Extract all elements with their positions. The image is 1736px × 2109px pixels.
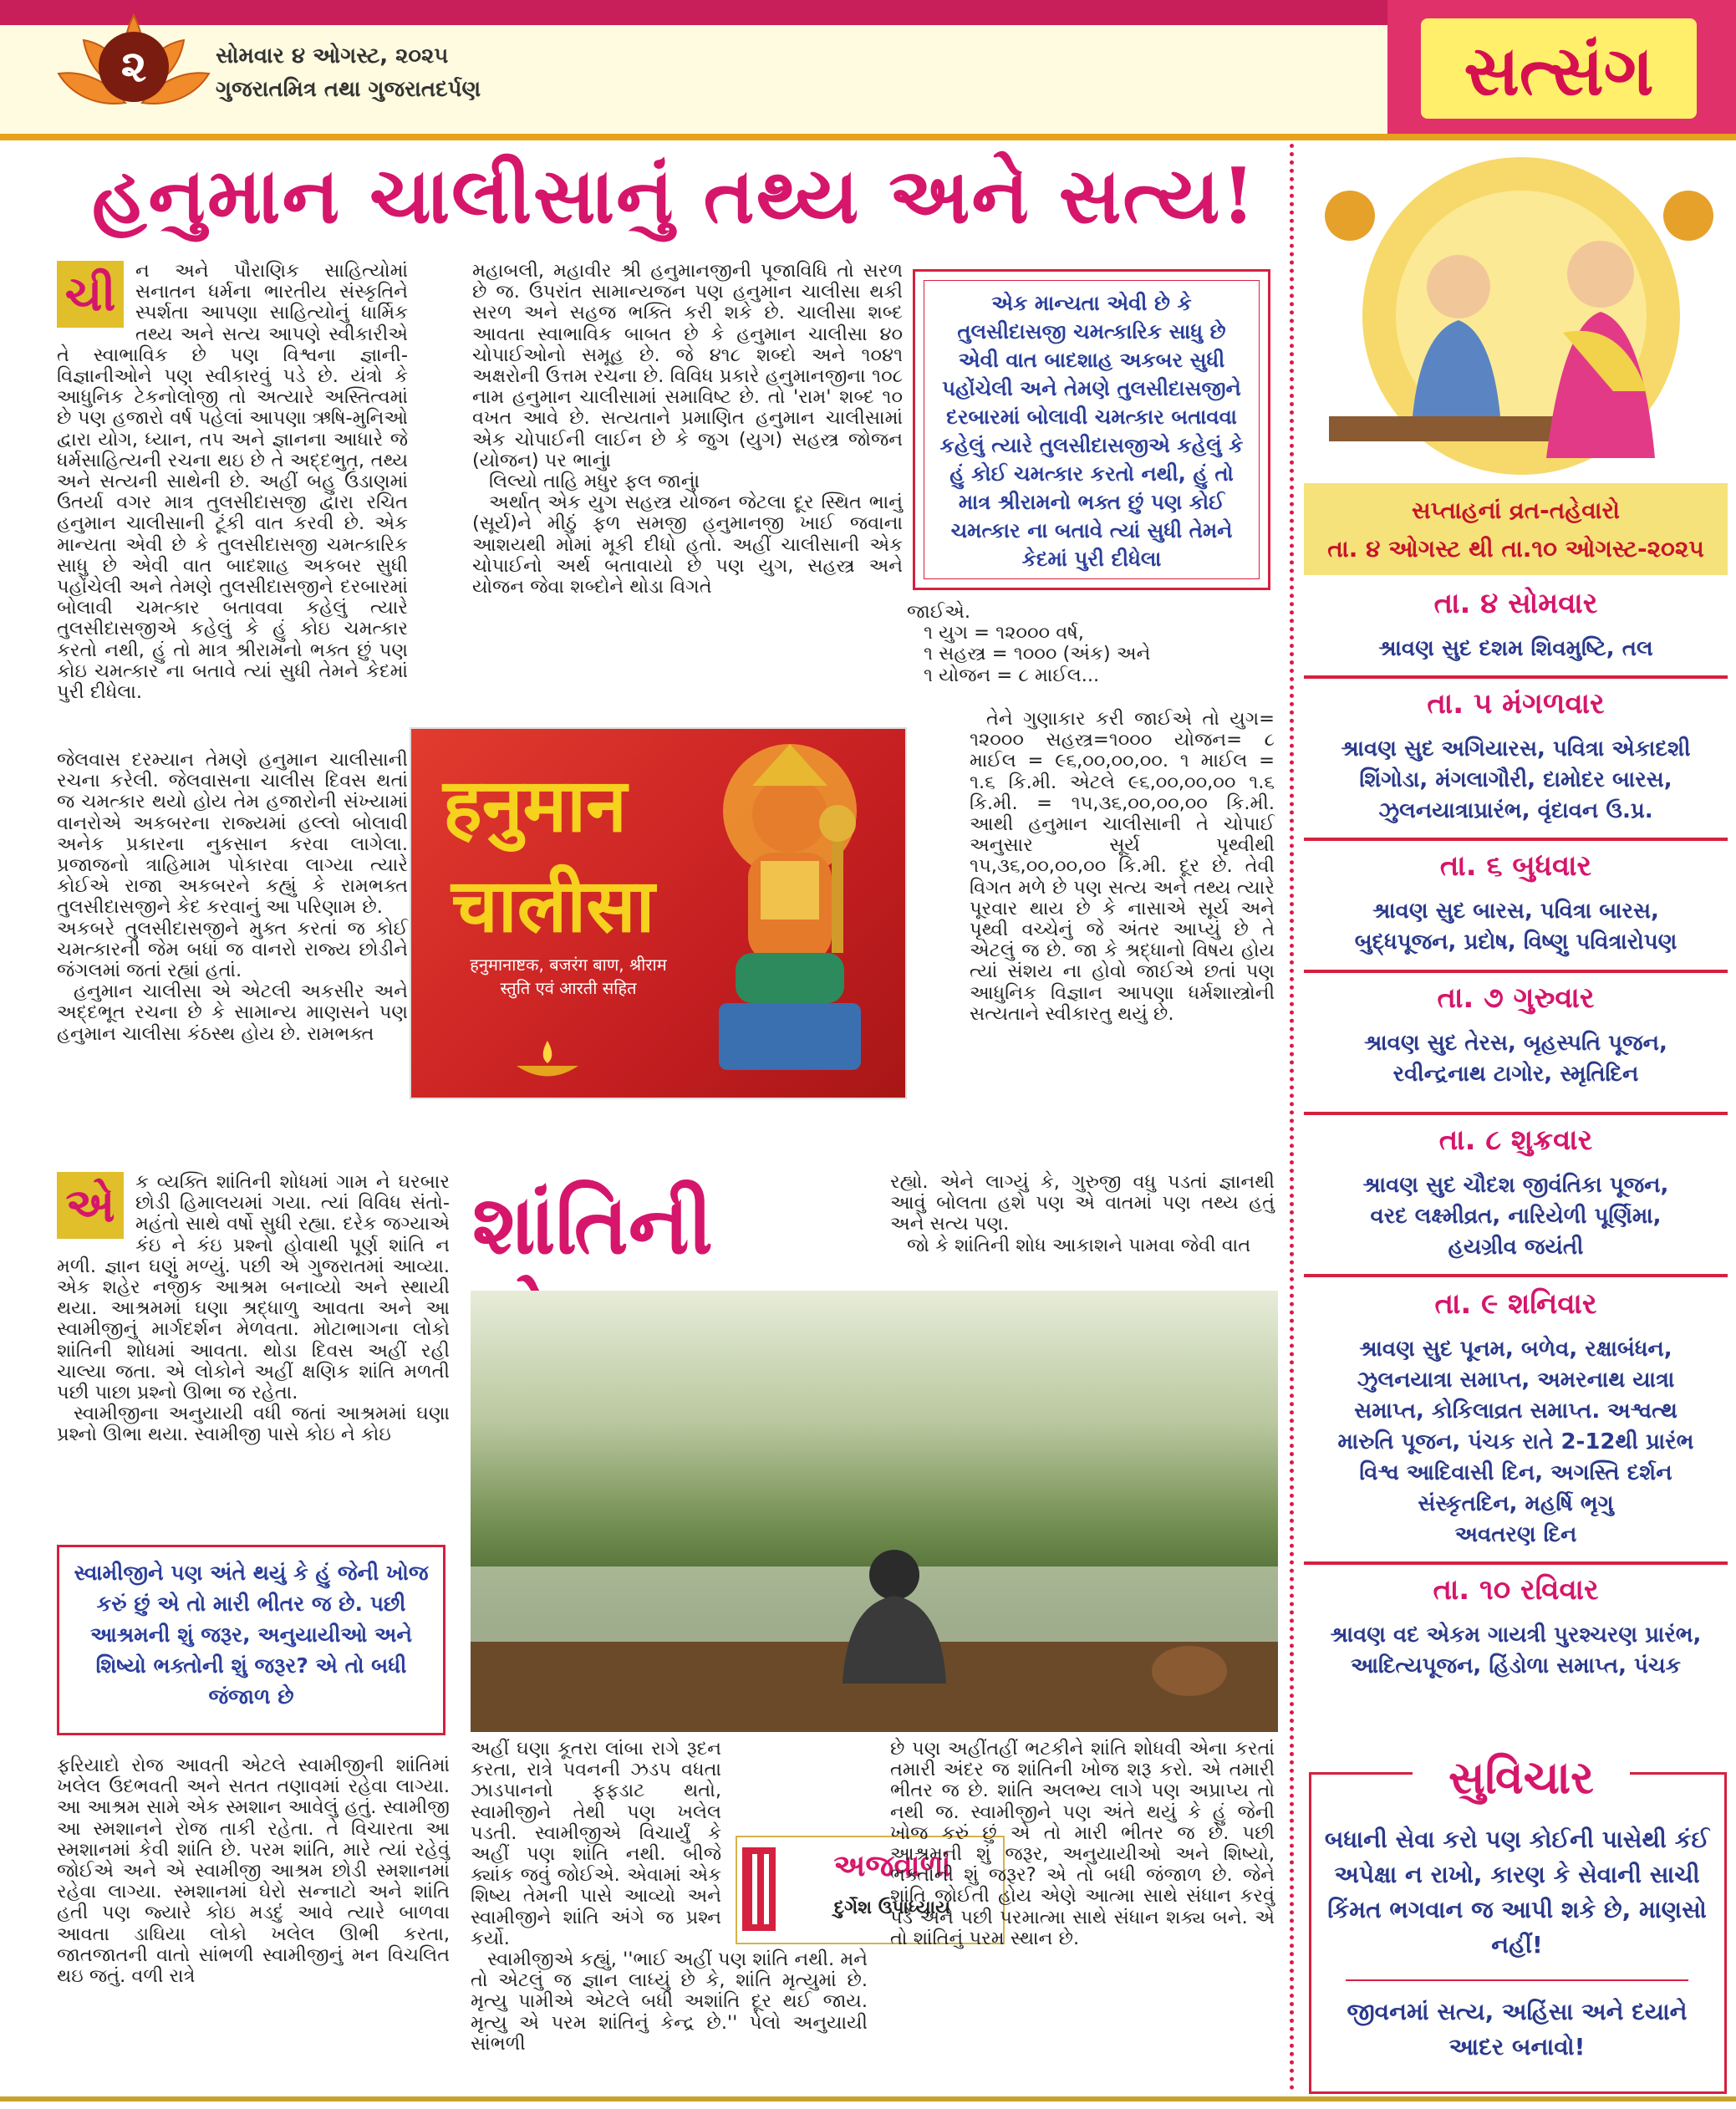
suvichar-text-2: જીવનમાં સત્ય, અહિંસા અને દયાને આદર બનાવો! — [1347, 1998, 1688, 2061]
festival-line: ઝુલનયાત્રાપ્રારંભ, વૃંદાવન ઉ.પ્ર. — [1378, 798, 1653, 823]
book-title-line1: हनुमान — [443, 762, 627, 848]
column-label-bar — [742, 1847, 776, 1931]
festival-line: સંસ્કૃતદિન, મહર્ષિ ભૃગુ — [1418, 1491, 1614, 1516]
article-paragraph: તેને ગુણાકાર કરી જાઈએ તો યુગ= ૧૨૦૦૦ સહસ્ત્ર=૧૦૦૦ યોજન= ૮ માઈલ = ૯૬,૦૦,૦૦,૦૦. ૧ માઈલ = ૧.૬ કિ.મી. એટલે ૯૬,૦૦,૦૦,૦૦ ૧.૬ કિ.મી. = ૧૫,૩૬,૦૦,૦૦,૦૦ કિ.મી. આથી હનુમાન ચાલીસાની તે ચોપાઈ અનુસાર સૂર્ય પૃથ્વીથી ૧૫,૩૬,૦૦,૦૦,૦૦ કિ.મી. દૂર છે. તેવી વિગત મળે છે પણ સત્ય અને તથ્ય ત્યારે પૂરવાર થાય છે કે નાસાએ સૂર્ય અને પૃથ્વી વચ્ચેનું જે અંતર આપ્યું છે તે એટલું જ છે. જા કે શ્રદ્ધાનો વિષય હોય ત્યાં સંશય ના હોવો જાઈએ છતાં પણ આધુનિક વિજ્ઞાન આપણા ધર્મશાસ્ત્રોની સત્યતાને સ્વીકારતુ થયું છે. — [970, 708, 1275, 1025]
column-label-stripe — [752, 1854, 757, 1924]
festival-line: શ્રાવણ સુદ બારસ, પવિત્રા બારસ, — [1372, 899, 1659, 924]
article1-column-1 — [57, 261, 408, 703]
festival-heading: સપ્તાહનાં વ્રત-તહેવારો — [1411, 497, 1621, 524]
article2-column-3 — [890, 1739, 1275, 1949]
day-heading: તા. ૮ શુક્રવાર — [1438, 1123, 1593, 1157]
header-rule — [0, 134, 1736, 140]
festival-line: સમાપ્ત, કોકિલાવ્રત સમાપ્ત. અશ્વત્થ — [1354, 1398, 1677, 1424]
festival-line: વિશ્વ આદિવાસી દિન, અગસ્તિ દર્શન — [1359, 1460, 1672, 1485]
article-paragraph: ૧ સહસ્ત્ર = ૧૦૦૦ (અંક) અને — [924, 643, 1151, 665]
column-name: અજવાળાં — [833, 1849, 951, 1883]
article-paragraph: અહીં ઘણા કૂતરા લાંબા રાગે રૂદન કરતા, રાત્રે પવનની ઝડપ વધતા ઝાડપાનનો ફફડાટ થતો, સ્વામીજીને તેથી પણ ખલેલ પડતી. સ્વામીજીએ વિચાર્યું કે અહીં પણ શાંતિ નથી. બીજે ક્યાંક જવું જોઈએ. એવામાં એક શિષ્ય તેમની પાસે આવ્યો અને સ્વામીજીને શાંતિ અંગે જ પ્રશ્ન કર્યો. — [471, 1738, 721, 1949]
day-heading: તા. ૫ મંગળવાર — [1427, 687, 1605, 721]
article-paragraph: લિલ્યો તાહિ મધુર ફલ જાનું। — [489, 471, 700, 493]
festival-line: શ્રાવણ સુદ અગિયારસ, પવિત્રા એકાદશી — [1341, 736, 1691, 762]
pull-quote — [57, 1545, 445, 1735]
book-title-line2: चालीसा — [451, 862, 655, 949]
article2-column-top — [890, 1172, 1275, 1256]
festival-line: અવતરણ દિન — [1454, 1522, 1577, 1547]
suvichar-title: સુવિચાર — [1413, 1750, 1630, 1809]
day-heading: તા. ૪ સોમવાર — [1433, 587, 1598, 620]
article-title: શાંતિની — [472, 1177, 713, 1273]
festival-line: ઝુલનયાત્રા સમાપ્ત, અમરનાથ યાત્રા — [1357, 1368, 1675, 1393]
festival-line: હયગ્રીવ જયંતી — [1448, 1235, 1584, 1260]
article1-column-3b — [970, 709, 1275, 1025]
article-paragraph: અર્થાત્ એક યુગ સહસ્ત્ર યોજન જેટલા દૂર સ્થિત ભાનું (સૂર્ય)ને મીઠું ફળ સમજી હનુમાનજી ખાઈ જવાના આશયથી મોમાં મૂકી દીધો હતો. અહીં ચાલીસાની એક ચોપાઈનો અર્થ બતાવાયો છે પણ યુગ, સહસ્ત્ર અને યોજન જેવા શબ્દોને થોડા વિગતે — [472, 492, 903, 599]
article-paragraph: ક વ્યક્તિ શાંતિની શોધમાં ગામ ને ઘરબાર છોડી હિમાલયમાં ગયા. ત્યાં વિવિધ સંતો-મહંતો સાથે વર્ષો સુધી રહ્યા. દરેક જગ્યાએ કંઇ ને કંઇ પ્રશ્નો હોવાથી પૂર્ણ શાંતિ ન મળી. જ્ઞાન ઘણું મળ્યું. પછી એ ગુજરાતમાં આવ્યા. એક શહેર નજીક આશ્રમ બનાવ્યો અને સ્થાયી થયા. આશ્રમમાં ઘણા શ્રદ્ધાળુ આવતા અને આ સ્વામીજીનું માર્ગદર્શન મેળવતા. મોટાભાગના લોકો શાંતિની શોધમાં આવતા. થોડા દિવસ અહીં રહી ચાલ્યા જતા. એ લોકોને અહીં ક્ષણિક શાંતિ મળતી પછી પાછા પ્રશ્નો ઊભા જ રહેતા. — [57, 1171, 450, 1404]
article-paragraph: ન અને પૌરાણિક સાહિત્યોમાં સનાતન ધર્મના ભારતીય સંસ્કૃતિને સ્પર્શતા આપણા સાહિત્યોનું ધાર્મિક તથ્ય અને સત્ય આપણે સ્વીકારીએ તે સ્વાભાવિક છે પણ વિશ્વના જ્ઞાની-વિજ્ઞાનીઓને પણ સ્વીકારવું પડે છે. યંત્રો કે આધુનિક ટેકનોલોજી તો અત્યારે અસ્તિત્વમાં છે પણ હજારો વર્ષ પહેલાં આપણા ઋષિ-મુનિઓ દ્વારા યોગ, ધ્યાન, તપ અને જ્ઞાનના આધારે જે ધર્મસાહિત્યની રચના થઇ છે તે અદ્દભુત, તથ્ય અને સત્યની સાથેની છે. અહીં બહુ ઉંડાણમાં ઉતર્યા વગર માત્ર તુલસીદાસજી દ્વારા રચિત હનુમાન ચાલીસાની ટૂંકી વાત કરવી છે. એક માન્યતા એવી છે કે તુલસીદાસજી ચમત્કારિક સાધુ છે એવી વાત બાદશાહ અકબર સુધી પહોંચેલી અને તેમણે તુલસીદાસજીને દરબારમાં બોલાવી ચમત્કાર બતાવવા કહેલું ત્યારે તુલસીદાસજીએ કહેલું કે હું કોઇ ચમત્કાર કરતો નથી, હું તો માત્ર શ્રીરામનો ભક્ત છું પણ કોઇ ચમત્કાર ના બતાવે ત્યાં સુધી તેમને કેદમાં પુરી દીધેલા. — [57, 260, 408, 704]
day-separator — [1304, 675, 1728, 679]
festival-line: રવીન્દ્રનાથ ટાગોર, સ્મૃતિદિન — [1392, 1062, 1639, 1087]
festival-line: બુદ્ધપૂજન, પ્રદોષ, વિષ્ણુ પવિત્રારોપણ — [1354, 930, 1677, 955]
author-name: દુર્ગેશ ઉપાધ્યાય — [833, 1898, 951, 1918]
festival-line: મારુતિ પૂજન, પંચક રાતે 2-12થી પ્રારંભ — [1337, 1429, 1694, 1454]
article-paragraph: જેલવાસ દરમ્યાન તેમણે હનુમાન ચાલીસાની રચના કરેલી. જેલવાસના ચાલીસ દિવસ થતાં જ ચમત્કાર થયો હોય તેમ હજારોની સંખ્યામાં વાનરોએ અકબરના રાજ્યમાં હલ્લો બોલાવી અનેક પ્રકારના નુકસાન કરવા લાગેલા. પ્રજાજનો ત્રાહિમામ પોકારવા લાગ્યા ત્યારે કોઈએ રાજા અકબરને કહ્યું કે રામભક્ત તુલસીદાસજીને કેદ કરવાનું આ પરિણામ છે. — [57, 749, 408, 919]
raksha-bandhan-illustration — [1312, 140, 1730, 483]
article-paragraph: રહ્યો. એને લાગ્યું કે, ગુરુજી વધુ પડતાં જ્ઞાનથી આવું બોલતા હશે પણ એ વાતમાં પણ તથ્ય હતું અને સત્ય પણ. — [890, 1171, 1275, 1235]
day-separator — [1304, 970, 1728, 973]
article-paragraph: અકબરે તુલસીદાસજીને મુક્ત કરતાં જ કોઈ ચમત્કારની જેમ બધાં જ વાનરો રાજ્ય છોડીને જંગલમાં જતાં રહ્યાં હતાં. — [57, 917, 408, 982]
day-separator — [1304, 838, 1728, 841]
meditation-photo — [471, 1291, 1278, 1732]
article-title: હનુમાન ચાલીસાનું તથ્ય અને સત્ય! — [92, 150, 1257, 241]
article-paragraph: ૧ યોજન = ૮ માઈલ... — [924, 664, 1100, 686]
pull-quote — [913, 269, 1270, 590]
article-paragraph: છે પણ અહીંતહીં ભટકીને શાંતિ શોધવી એના કરતાં તમારી અંદર જ શાંતિની ખોજ શરૂ કરો. એ તમારી ભીતર જ છે. શાંતિ અલભ્ય લાગે પણ અપ્રાપ્ય તો નથી જ. સ્વામીજીને પણ અંતે થયું કે હું જેની ખોજ કરું છું એ તો મારી ભીતર જ છે. પછી આશ્રમની શું જરૂર, અનુયાયીઓ અને શિષ્યો, ભક્તોની શું જરૂર? એ તો બધી જંજાળ છે. જેને શાંતિ જોઈતી હોય એણે આત્મા સાથે સંધાન કરવું પડે અને પછી પરમાત્મા સાથે સંધાન શક્ય બને. એ તો શાંતિનું પરમ સ્થાન છે. — [890, 1738, 1275, 1949]
festival-line: શિંગોડા, મંગલાગૌરી, દામોદર બારસ, — [1359, 767, 1672, 792]
festival-line: શ્રાવણ સુદ ચૌદશ જીવંતિકા પૂજન, — [1362, 1173, 1669, 1198]
article1-column-1b — [57, 750, 408, 1045]
hanuman-figure-icon — [685, 736, 894, 1087]
article-paragraph: જો કે શાંતિની શોધ આકાશને પામવા જેવી વાત — [907, 1234, 1251, 1256]
day-separator — [1304, 1561, 1728, 1565]
article-paragraph: ફરિયાદો રોજ આવતી એટલે સ્વામીજીની શાંતિમાં ખલેલ ઉદભવતી અને સતત તણાવમાં રહેવા લાગ્યા. આ આશ્રમ સામે એક સ્મશાન આવેલું હતું. સ્વામીજી આ સ્મશાનને રોજ તાકી રહેતા. તે વિચારતા આ સ્મશાનમાં કેવી શાંતિ છે. પરમ શાંતિ, મારે ત્યાં રહેવું જોઈએ અને એ સ્વામીજી આશ્રમ છોડી સ્મશાનમાં રહેવા લાગ્યા. સ્મશાનમાં ઘેરો સન્નાટો અને શાંતિ હતી પણ જ્યારે કોઇ મડદું આવે ત્યારે બાળવા આવતા ડાઘિયા લોકો ખલેલ ઊભી કરતા, જાતજાતની વાતો સાંભળી સ્વામીજીનું મન વિચલિત થઇ જતું. વળી રાત્રે — [57, 1755, 450, 1988]
pull-quote-text: એક માન્યતા એવી છે કે તુલસીદાસજી ચમત્કારિક સાધુ છે એવી વાત બાદશાહ અકબર સુધી પહોંચેલી અને તેમણે તુલસીદાસજીને દરબારમાં બોલાવી ચમત્કાર બતાવવા કહેલું ત્યારે તુલસીદાસજીએ કહેલું કે હું કોઈ ચમત્કાર કરતો નથી, હું તો માત્ર શ્રીરામનો ભક્ત છું પણ કોઈ ચમત્કાર ના બતાવે ત્યાં સુધી તેમને કેદમાં પુરી દીધેલા — [939, 291, 1244, 571]
festival-line: શ્રાવણ સુદ દશમ શિવમુષ્ટિ, તલ — [1378, 636, 1653, 661]
column-label-stripe — [764, 1854, 769, 1924]
article-paragraph: મહાબલી, મહાવીર શ્રી હનુમાનજીની પૂજાવિધિ તો સરળ છે જ. ઉપરાંત સામાન્યજન પણ હનુમાન ચાલીસા થકી સરળ અને સહજ ભક્તિ કરી શકે છે. ચાલીસા શબ્દ આવતા સ્વાભાવિક બાબત છે કે હનુમાન ચાલીસા ૪૦ ચોપાઈઓનો સમૂહ છે. જે ૪૧૮ શબ્દો અને ૧૦૪૧ અક્ષરોની ઉત્તમ રચના છે. વિવિધ પ્રકારે હનુમાનજીના ૧૦૮ નામ હનુમાન ચાલીસામાં સમાવિષ્ટ છે. તો 'રામ' શબ્દ ૧૦ વખત આવે છે. સત્યતાને પ્રમાણિત હનુમાન ચાલીસામાં એક ચોપાઈની લાઈન છે કે જુગ (યુગ) સહસ્ત્ર જોજન (યોજન) પર ભાનું। — [472, 260, 903, 471]
article1-column-2 — [472, 261, 903, 598]
column-divider — [1290, 144, 1294, 2091]
day-separator — [1304, 1112, 1728, 1115]
article-paragraph: જાઈએ. — [907, 601, 971, 623]
pull-quote-text: સ્વામીજીને પણ અંતે થયું કે હું જેની ખોજ કરું છું એ તો મારી ભીતર જ છે. પછી આશ્રમની શું જરૂર, અનુયાયીઓ અને શિષ્યો ભક્તોની શું જરૂર? એ તો બધી જંજાળ છે — [74, 1561, 429, 1709]
diya-lamp-icon — [510, 1037, 585, 1087]
dropcap: એ — [57, 1172, 124, 1239]
footer-rule — [0, 2096, 1736, 2101]
article2-column-1 — [57, 1172, 450, 1446]
publication-name: ગુજરાતમિત્ર તથા ગુજરાતદર્પણ — [216, 77, 481, 102]
suvichar-divider — [1346, 1979, 1688, 1981]
day-heading: તા. ૭ ગુરુવાર — [1437, 981, 1595, 1015]
day-separator — [1304, 1274, 1728, 1277]
suvichar-text: બધાની સેવા કરો પણ કોઈની પાસેથી કંઈ અપેક્ષા ન રાખો, કારણ કે સેવાની સાચી કિંમત ભગવાન જ આપી શકે છે, માણસો નહીં! — [1324, 1826, 1710, 1959]
day-heading: તા. ૯ શનિવાર — [1434, 1287, 1597, 1321]
article1-column-3 — [907, 602, 1275, 686]
festival-line: શ્રાવણ સુદ પૂનમ, બળેવ, રક્ષાબંધન, — [1359, 1337, 1672, 1362]
page-number: ૨ — [99, 32, 169, 102]
meditating-person-icon — [471, 1291, 1278, 1732]
book-subtitle: हनुमानाष्टक, बजरंग बाण, श्रीराम स्तुति एवं आरती सहित — [470, 955, 667, 998]
dropcap: ચી — [57, 261, 124, 328]
article2-column-1c — [57, 1755, 450, 1987]
day-heading: તા. ૬ બુધવાર — [1439, 849, 1592, 883]
article-paragraph: સ્વામીજીના અનુયાયી વધી જતાં આશ્રમમાં ઘણા પ્રશ્નો ઊભા થયા. સ્વામીજી પાસે કોઇ ને કોઇ — [57, 1403, 450, 1446]
issue-date: સોમવાર ૪ ઓગસ્ટ, ૨૦૨૫ — [216, 43, 449, 69]
festival-date-range: તા. ૪ ઓગસ્ટ થી તા.૧૦ ઓગસ્ટ-૨૦૨૫ — [1327, 535, 1704, 563]
day-heading: તા. ૧૦ રવિવાર — [1433, 1573, 1599, 1607]
festival-line: શ્રાવણ વદ એકમ ગાયત્રી પુરશ્ચરણ પ્રારંભ, — [1330, 1623, 1702, 1648]
festival-line: વરદ લક્ષ્મીવ્રત, નારિયેળી પૂર્ણિમા, — [1370, 1204, 1662, 1229]
section-logo: સત્સંગ — [1464, 31, 1654, 111]
article-paragraph: સ્વામીજીએ કહ્યું, ''ભાઈ અહીં પણ શાંતિ નથી. મને તો એટલું જ જ્ઞાન લાધ્યું છે કે, શાંતિ મૃત્યુમાં છે. મૃત્યુ પામીએ એટલે બધી અશાંતિ દૂર થઈ જાય. મૃત્યુ એ પરમ શાંતિનું કેન્દ્ર છે.'' પેલો અનુયાયી સાંભળી — [471, 1949, 868, 2055]
festival-line: શ્રાવણ સુદ તેરસ, બૃહસ્પતિ પૂજન, — [1364, 1031, 1667, 1056]
article-paragraph: હનુમાન ચાલીસા એ એટલી અકસીર અને અદ્દભૂત રચના છે કે સામાન્ય માણસને પણ હનુમાન ચાલીસા કંઠસ્થ હોય છે. રામભક્ત — [57, 981, 408, 1045]
festival-line: આદિત્યપૂજન, હિંડોળા સમાપ્ત, પંચક — [1350, 1653, 1682, 1679]
article-paragraph: ૧ યુગ = ૧૨૦૦૦ વર્ષ, — [924, 622, 1084, 644]
